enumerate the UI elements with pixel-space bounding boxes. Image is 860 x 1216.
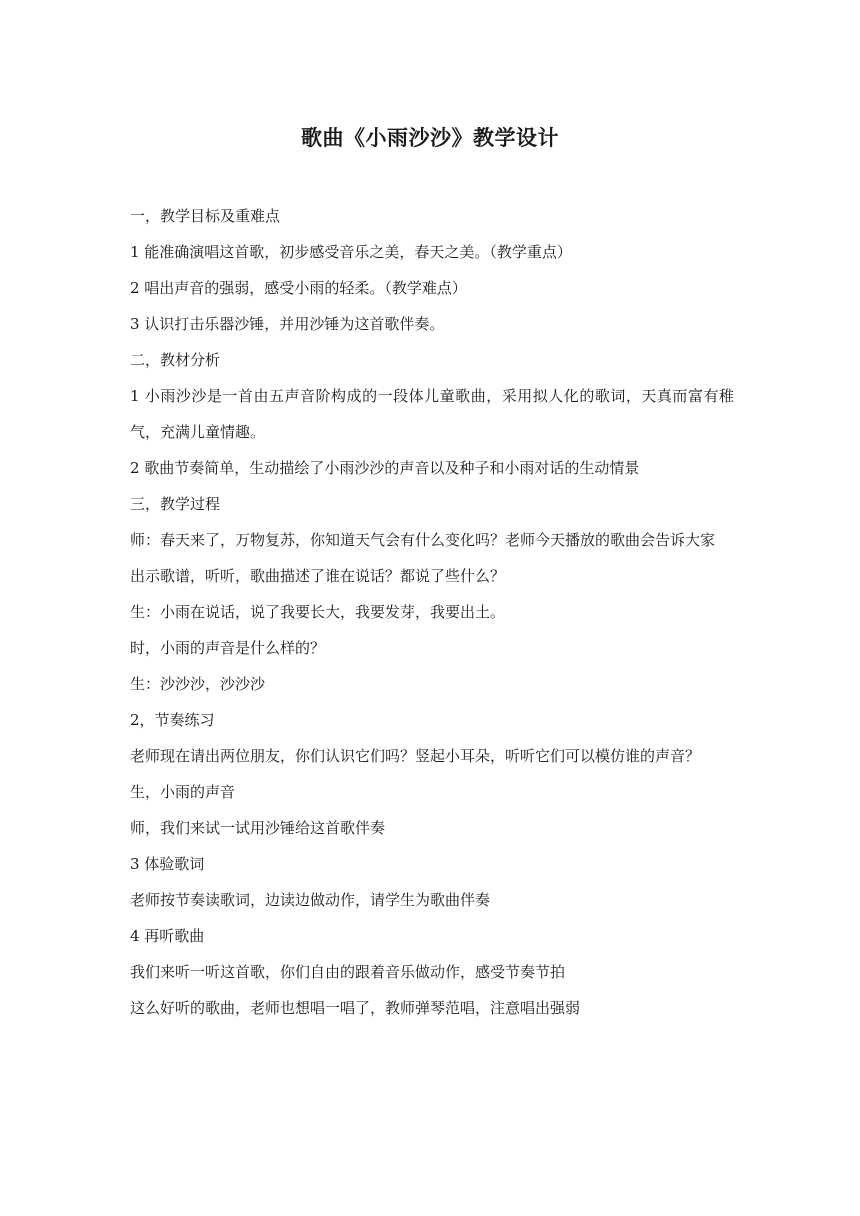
paragraph: 师，我们来试一试用沙锤给这首歌伴奏	[130, 819, 386, 837]
paragraph: 老师现在请出两位朋友，你们认识它们吗？竖起小耳朵，听听它们可以模仿谁的声音？	[130, 747, 701, 765]
paragraph: 老师按节奏读歌词，边读边做动作，请学生为歌曲伴奏	[130, 891, 491, 909]
paragraph: 我们来听一听这首歌，你们自由的跟着音乐做动作，感受节奏节拍	[130, 963, 566, 981]
paragraph: 时，小雨的声音是什么样的？	[130, 639, 326, 657]
paragraph: 1 小雨沙沙是一首由五声音阶构成的一段体儿童歌曲，采用拟人化的歌词，天真而富有稚气，充满儿童情趣。	[130, 387, 734, 441]
section-heading-process: 三，教学过程	[130, 495, 221, 513]
document-body	[130, 198, 734, 1026]
section-heading-objectives: 一，教学目标及重难点	[130, 207, 281, 225]
paragraph: 生，小雨的声音	[130, 783, 236, 801]
paragraph: 师：春天来了，万物复苏，你知道天气会有什么变化吗？老师今天播放的歌曲会告诉大家	[130, 531, 716, 549]
subheading-listen-again: 4 再听歌曲	[130, 927, 205, 945]
paragraph: 出示歌谱，听听，歌曲描述了谁在说话？都说了些什么？	[130, 567, 506, 585]
paragraph: 1 能准确演唱这首歌，初步感受音乐之美，春天之美。（教学重点）	[130, 243, 572, 261]
paragraph: 3 认识打击乐器沙锤，并用沙锤为这首歌伴奏。	[130, 315, 445, 333]
paragraph: 这么好听的歌曲，老师也想唱一唱了，教师弹琴范唱，注意唱出强弱	[130, 999, 581, 1017]
subheading-experience-lyrics: 3 体验歌词	[130, 855, 205, 873]
section-heading-analysis: 二，教材分析	[130, 351, 221, 369]
paragraph: 2 唱出声音的强弱，感受小雨的轻柔。（教学难点）	[130, 279, 467, 297]
document-title: 歌曲《小雨沙沙》教学设计	[301, 125, 559, 150]
paragraph: 生：沙沙沙，沙沙沙	[130, 675, 266, 693]
paragraph: 生：小雨在说话，说了我要长大，我要发芽，我要出土。	[130, 603, 506, 621]
subheading-rhythm-practice: 2，节奏练习	[130, 711, 215, 729]
paragraph: 2 歌曲节奏简单，生动描绘了小雨沙沙的声音以及种子和小雨对话的生动情景	[130, 459, 640, 477]
